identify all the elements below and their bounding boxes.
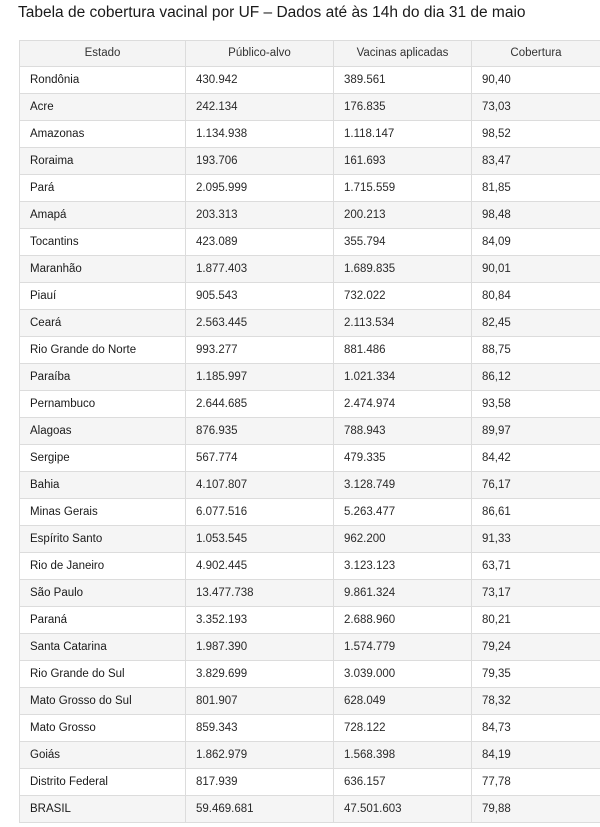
table-row <box>20 283 600 310</box>
coverage-cell: 80,21 <box>472 607 600 634</box>
header-row <box>20 41 600 67</box>
doses-applied-cell: 1.021.334 <box>334 364 472 391</box>
coverage-cell: 78,32 <box>472 688 600 715</box>
table-row <box>20 499 600 526</box>
target-population-cell: 1.134.938 <box>186 121 334 148</box>
doses-applied-cell: 1.118.147 <box>334 121 472 148</box>
doses-applied-cell: 2.113.534 <box>334 310 472 337</box>
doses-applied-cell: 200.213 <box>334 202 472 229</box>
coverage-cell: 79,35 <box>472 661 600 688</box>
state-cell: Alagoas <box>20 418 186 445</box>
doses-applied-cell: 479.335 <box>334 445 472 472</box>
table-row <box>20 418 600 445</box>
state-cell: Pará <box>20 175 186 202</box>
target-population-cell: 59.469.681 <box>186 796 334 823</box>
target-population-cell: 1.862.979 <box>186 742 334 769</box>
target-population-cell: 567.774 <box>186 445 334 472</box>
target-population-cell: 203.313 <box>186 202 334 229</box>
target-population-cell: 193.706 <box>186 148 334 175</box>
coverage-cell: 84,19 <box>472 742 600 769</box>
target-population-cell: 817.939 <box>186 769 334 796</box>
doses-applied-cell: 3.039.000 <box>334 661 472 688</box>
state-cell: Goiás <box>20 742 186 769</box>
target-population-cell: 801.907 <box>186 688 334 715</box>
coverage-cell: 84,73 <box>472 715 600 742</box>
coverage-cell: 84,09 <box>472 229 600 256</box>
target-population-cell: 4.902.445 <box>186 553 334 580</box>
coverage-cell: 93,58 <box>472 391 600 418</box>
state-cell: Tocantins <box>20 229 186 256</box>
doses-applied-cell: 161.693 <box>334 148 472 175</box>
doses-applied-cell: 389.561 <box>334 67 472 94</box>
table-row <box>20 472 600 499</box>
target-population-cell: 242.134 <box>186 94 334 121</box>
state-cell: Rondônia <box>20 67 186 94</box>
doses-applied-cell: 1.689.835 <box>334 256 472 283</box>
table-row <box>20 121 600 148</box>
target-population-cell: 905.543 <box>186 283 334 310</box>
column-header-publico-alvo: Público-alvo <box>186 41 334 67</box>
column-header-vacinas-aplicadas: Vacinas aplicadas <box>334 41 472 67</box>
table-row <box>20 796 600 823</box>
doses-applied-cell: 9.861.324 <box>334 580 472 607</box>
coverage-cell: 98,48 <box>472 202 600 229</box>
coverage-cell: 88,75 <box>472 337 600 364</box>
table-header <box>20 41 600 67</box>
target-population-cell: 1.987.390 <box>186 634 334 661</box>
doses-applied-cell: 732.022 <box>334 283 472 310</box>
table-row <box>20 526 600 553</box>
page-title: Tabela de cobertura vacinal por UF – Dados até às 14h do dia 31 de maio <box>18 4 526 21</box>
doses-applied-cell: 881.486 <box>334 337 472 364</box>
state-cell: BRASIL <box>20 796 186 823</box>
state-cell: Mato Grosso do Sul <box>20 688 186 715</box>
target-population-cell: 1.185.997 <box>186 364 334 391</box>
coverage-cell: 79,24 <box>472 634 600 661</box>
state-cell: Ceará <box>20 310 186 337</box>
doses-applied-cell: 355.794 <box>334 229 472 256</box>
vaccination-coverage-table <box>19 40 600 823</box>
coverage-cell: 73,03 <box>472 94 600 121</box>
table-row <box>20 769 600 796</box>
table-row <box>20 661 600 688</box>
table-row <box>20 175 600 202</box>
doses-applied-cell: 1.568.398 <box>334 742 472 769</box>
column-header-cobertura: Cobertura <box>472 41 600 67</box>
state-cell: Sergipe <box>20 445 186 472</box>
doses-applied-cell: 962.200 <box>334 526 472 553</box>
coverage-cell: 84,42 <box>472 445 600 472</box>
coverage-cell: 80,84 <box>472 283 600 310</box>
target-population-cell: 430.942 <box>186 67 334 94</box>
doses-applied-cell: 47.501.603 <box>334 796 472 823</box>
doses-applied-cell: 176.835 <box>334 94 472 121</box>
state-cell: Paraíba <box>20 364 186 391</box>
target-population-cell: 423.089 <box>186 229 334 256</box>
state-cell: Acre <box>20 94 186 121</box>
coverage-cell: 77,78 <box>472 769 600 796</box>
doses-applied-cell: 1.574.779 <box>334 634 472 661</box>
table-row <box>20 229 600 256</box>
target-population-cell: 2.095.999 <box>186 175 334 202</box>
doses-applied-cell: 5.263.477 <box>334 499 472 526</box>
target-population-cell: 876.935 <box>186 418 334 445</box>
state-cell: Minas Gerais <box>20 499 186 526</box>
doses-applied-cell: 2.474.974 <box>334 391 472 418</box>
table-row <box>20 391 600 418</box>
coverage-cell: 90,40 <box>472 67 600 94</box>
table-row <box>20 67 600 94</box>
state-cell: Rio Grande do Sul <box>20 661 186 688</box>
table-row <box>20 337 600 364</box>
coverage-cell: 86,12 <box>472 364 600 391</box>
state-cell: Mato Grosso <box>20 715 186 742</box>
coverage-cell: 98,52 <box>472 121 600 148</box>
coverage-cell: 76,17 <box>472 472 600 499</box>
table-row <box>20 445 600 472</box>
table-row <box>20 148 600 175</box>
table-row <box>20 580 600 607</box>
table-row <box>20 256 600 283</box>
coverage-cell: 83,47 <box>472 148 600 175</box>
target-population-cell: 993.277 <box>186 337 334 364</box>
table-row <box>20 310 600 337</box>
doses-applied-cell: 636.157 <box>334 769 472 796</box>
coverage-cell: 79,88 <box>472 796 600 823</box>
table-body <box>20 67 600 823</box>
doses-applied-cell: 788.943 <box>334 418 472 445</box>
state-cell: Paraná <box>20 607 186 634</box>
doses-applied-cell: 2.688.960 <box>334 607 472 634</box>
target-population-cell: 3.829.699 <box>186 661 334 688</box>
table-row <box>20 94 600 121</box>
target-population-cell: 4.107.807 <box>186 472 334 499</box>
coverage-cell: 82,45 <box>472 310 600 337</box>
coverage-cell: 90,01 <box>472 256 600 283</box>
target-population-cell: 13.477.738 <box>186 580 334 607</box>
table-row <box>20 607 600 634</box>
state-cell: Distrito Federal <box>20 769 186 796</box>
table-row <box>20 688 600 715</box>
target-population-cell: 2.644.685 <box>186 391 334 418</box>
doses-applied-cell: 3.123.123 <box>334 553 472 580</box>
state-cell: Espírito Santo <box>20 526 186 553</box>
state-cell: Maranhão <box>20 256 186 283</box>
target-population-cell: 3.352.193 <box>186 607 334 634</box>
coverage-cell: 81,85 <box>472 175 600 202</box>
state-cell: Bahia <box>20 472 186 499</box>
target-population-cell: 1.053.545 <box>186 526 334 553</box>
coverage-cell: 63,71 <box>472 553 600 580</box>
state-cell: Pernambuco <box>20 391 186 418</box>
column-header-estado: Estado <box>20 41 186 67</box>
state-cell: Roraima <box>20 148 186 175</box>
state-cell: Rio Grande do Norte <box>20 337 186 364</box>
target-population-cell: 6.077.516 <box>186 499 334 526</box>
state-cell: Amapá <box>20 202 186 229</box>
state-cell: Santa Catarina <box>20 634 186 661</box>
table-row <box>20 715 600 742</box>
table-row <box>20 553 600 580</box>
target-population-cell: 1.877.403 <box>186 256 334 283</box>
doses-applied-cell: 1.715.559 <box>334 175 472 202</box>
state-cell: Amazonas <box>20 121 186 148</box>
doses-applied-cell: 3.128.749 <box>334 472 472 499</box>
coverage-cell: 89,97 <box>472 418 600 445</box>
table-row <box>20 202 600 229</box>
target-population-cell: 2.563.445 <box>186 310 334 337</box>
table-row <box>20 634 600 661</box>
state-cell: Piauí <box>20 283 186 310</box>
table-row <box>20 742 600 769</box>
coverage-cell: 86,61 <box>472 499 600 526</box>
doses-applied-cell: 628.049 <box>334 688 472 715</box>
target-population-cell: 859.343 <box>186 715 334 742</box>
state-cell: São Paulo <box>20 580 186 607</box>
coverage-cell: 91,33 <box>472 526 600 553</box>
coverage-cell: 73,17 <box>472 580 600 607</box>
doses-applied-cell: 728.122 <box>334 715 472 742</box>
table-row <box>20 364 600 391</box>
state-cell: Rio de Janeiro <box>20 553 186 580</box>
